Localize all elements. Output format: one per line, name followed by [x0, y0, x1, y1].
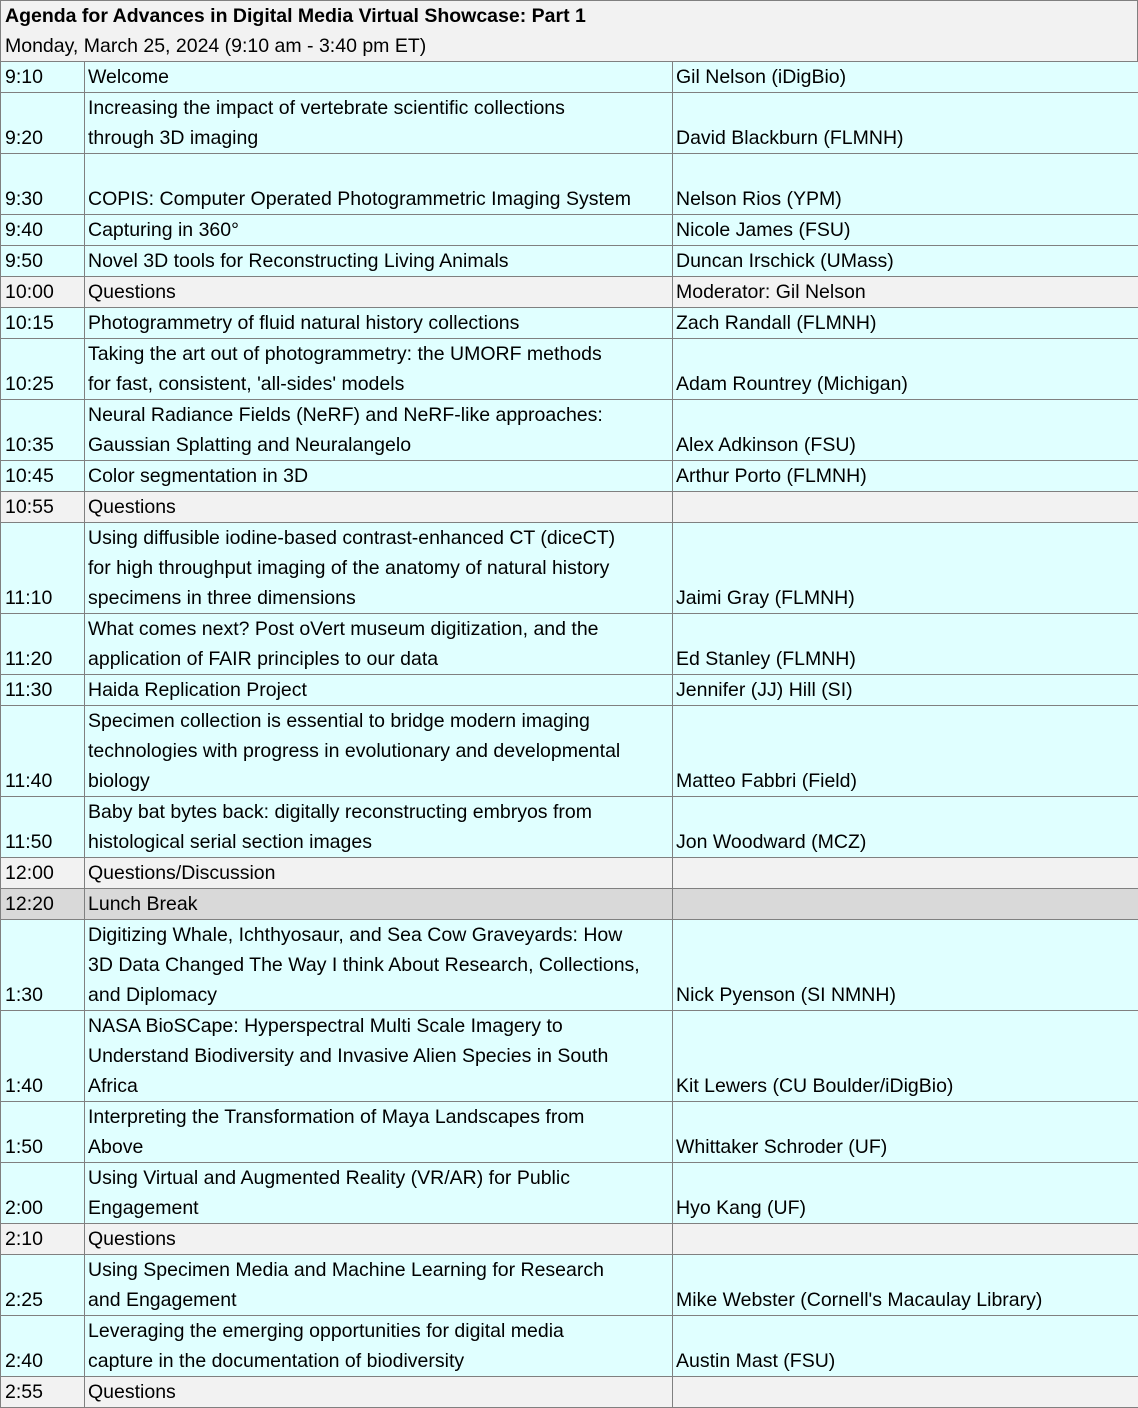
session-title: Interpreting the Transformation of Maya Landscapes from Above [85, 1102, 673, 1163]
session-row [1, 1255, 1138, 1316]
agenda-title: Agenda for Advances in Digital Media Virtual Showcase: Part 1 [1, 1, 1137, 31]
session-title: Leveraging the emerging opportunities for digital media capture in the documentation of biodiversity [85, 1316, 673, 1377]
session-time: 2:55 [1, 1377, 85, 1408]
session-speaker [673, 889, 1138, 920]
session-row [1, 614, 1138, 675]
session-speaker: Kit Lewers (CU Boulder/iDigBio) [673, 1011, 1138, 1102]
session-speaker: Zach Randall (FLMNH) [673, 308, 1138, 339]
session-time: 10:45 [1, 461, 85, 492]
session-speaker: Matteo Fabbri (Field) [673, 706, 1138, 797]
session-time: 1:30 [1, 920, 85, 1011]
session-time: 10:15 [1, 308, 85, 339]
session-time: 11:50 [1, 797, 85, 858]
session-time: 10:35 [1, 400, 85, 461]
questions-row [1, 858, 1138, 889]
session-row [1, 339, 1138, 400]
session-speaker: Jon Woodward (MCZ) [673, 797, 1138, 858]
session-row [1, 1102, 1138, 1163]
session-speaker: Mike Webster (Cornell's Macaulay Library) [673, 1255, 1138, 1316]
session-speaker: Gil Nelson (iDigBio) [673, 62, 1138, 93]
session-title: Using Virtual and Augmented Reality (VR/AR) for Public Engagement [85, 1163, 673, 1224]
session-time: 12:00 [1, 858, 85, 889]
session-speaker: Whittaker Schroder (UF) [673, 1102, 1138, 1163]
session-title: Lunch Break [85, 889, 673, 920]
session-time: 11:40 [1, 706, 85, 797]
session-time: 10:25 [1, 339, 85, 400]
session-speaker: Alex Adkinson (FSU) [673, 400, 1138, 461]
session-time: 9:10 [1, 62, 85, 93]
session-row [1, 1011, 1138, 1102]
session-time: 11:20 [1, 614, 85, 675]
session-title: Questions/Discussion [85, 858, 673, 889]
session-speaker: Jaimi Gray (FLMNH) [673, 523, 1138, 614]
session-title: Specimen collection is essential to bridge modern imaging technologies with progress in evolutionary and developmental biology [85, 706, 673, 797]
session-speaker: Duncan Irschick (UMass) [673, 246, 1138, 277]
agenda-header [0, 0, 1138, 61]
session-speaker: Arthur Porto (FLMNH) [673, 461, 1138, 492]
session-row [1, 308, 1138, 339]
session-title: Welcome [85, 62, 673, 93]
session-time: 2:10 [1, 1224, 85, 1255]
session-time: 11:30 [1, 675, 85, 706]
session-speaker: Moderator: Gil Nelson [673, 277, 1138, 308]
session-time: 9:40 [1, 215, 85, 246]
agenda-date: Monday, March 25, 2024 (9:10 am - 3:40 pm ET) [1, 31, 1137, 61]
session-row [1, 797, 1138, 858]
session-row [1, 246, 1138, 277]
session-row [1, 400, 1138, 461]
session-row [1, 675, 1138, 706]
session-row [1, 523, 1138, 614]
session-row [1, 461, 1138, 492]
session-speaker: Ed Stanley (FLMNH) [673, 614, 1138, 675]
session-title: Questions [85, 277, 673, 308]
questions-row [1, 1377, 1138, 1408]
session-row [1, 93, 1138, 154]
session-title: What comes next? Post oVert museum digitization, and the application of FAIR principles to our data [85, 614, 673, 675]
session-time: 1:40 [1, 1011, 85, 1102]
session-time: 10:00 [1, 277, 85, 308]
session-title: Questions [85, 1224, 673, 1255]
session-title: Digitizing Whale, Ichthyosaur, and Sea Cow Graveyards: How 3D Data Changed The Way I think About Research, Collections, and Diplomacy [85, 920, 673, 1011]
session-row [1, 1316, 1138, 1377]
session-time: 9:30 [1, 154, 85, 215]
session-time: 2:25 [1, 1255, 85, 1316]
session-title: Haida Replication Project [85, 675, 673, 706]
session-time: 9:50 [1, 246, 85, 277]
session-time: 11:10 [1, 523, 85, 614]
session-title: NASA BioSCape: Hyperspectral Multi Scale Imagery to Understand Biodiversity and Invasive Alien Species in South Africa [85, 1011, 673, 1102]
session-speaker [673, 1224, 1138, 1255]
session-title: COPIS: Computer Operated Photogrammetric Imaging System [85, 154, 673, 215]
session-time: 2:40 [1, 1316, 85, 1377]
agenda-table [0, 61, 1138, 1408]
questions-row [1, 277, 1138, 308]
lunch-break-row [1, 889, 1138, 920]
session-title: Questions [85, 492, 673, 523]
questions-row [1, 1224, 1138, 1255]
session-title: Neural Radiance Fields (NeRF) and NeRF-like approaches: Gaussian Splatting and Neuralangelo [85, 400, 673, 461]
session-row [1, 706, 1138, 797]
session-speaker [673, 858, 1138, 889]
session-title: Questions [85, 1377, 673, 1408]
session-time: 1:50 [1, 1102, 85, 1163]
session-speaker: Nelson Rios (YPM) [673, 154, 1138, 215]
session-time: 2:00 [1, 1163, 85, 1224]
session-title: Using diffusible iodine-based contrast-enhanced CT (diceCT) for high throughput imaging of the anatomy of natural history specimens in three dimensions [85, 523, 673, 614]
session-title: Photogrammetry of fluid natural history collections [85, 308, 673, 339]
session-title: Color segmentation in 3D [85, 461, 673, 492]
session-row [1, 62, 1138, 93]
session-time: 9:20 [1, 93, 85, 154]
session-title: Using Specimen Media and Machine Learning for Research and Engagement [85, 1255, 673, 1316]
session-time: 10:55 [1, 492, 85, 523]
session-speaker: Nicole James (FSU) [673, 215, 1138, 246]
session-speaker [673, 492, 1138, 523]
session-title: Increasing the impact of vertebrate scientific collections through 3D imaging [85, 93, 673, 154]
questions-row [1, 492, 1138, 523]
agenda-body [1, 62, 1138, 1408]
session-speaker: Austin Mast (FSU) [673, 1316, 1138, 1377]
session-speaker: Jennifer (JJ) Hill (SI) [673, 675, 1138, 706]
session-time: 12:20 [1, 889, 85, 920]
session-speaker: Adam Rountrey (Michigan) [673, 339, 1138, 400]
session-row [1, 215, 1138, 246]
session-title: Novel 3D tools for Reconstructing Living Animals [85, 246, 673, 277]
session-speaker: Nick Pyenson (SI NMNH) [673, 920, 1138, 1011]
session-title: Capturing in 360° [85, 215, 673, 246]
session-speaker: David Blackburn (FLMNH) [673, 93, 1138, 154]
session-row [1, 1163, 1138, 1224]
session-row [1, 920, 1138, 1011]
session-row [1, 154, 1138, 215]
session-title: Baby bat bytes back: digitally reconstructing embryos from histological serial section images [85, 797, 673, 858]
session-speaker: Hyo Kang (UF) [673, 1163, 1138, 1224]
session-speaker [673, 1377, 1138, 1408]
session-title: Taking the art out of photogrammetry: the UMORF methods for fast, consistent, 'all-sides' models [85, 339, 673, 400]
